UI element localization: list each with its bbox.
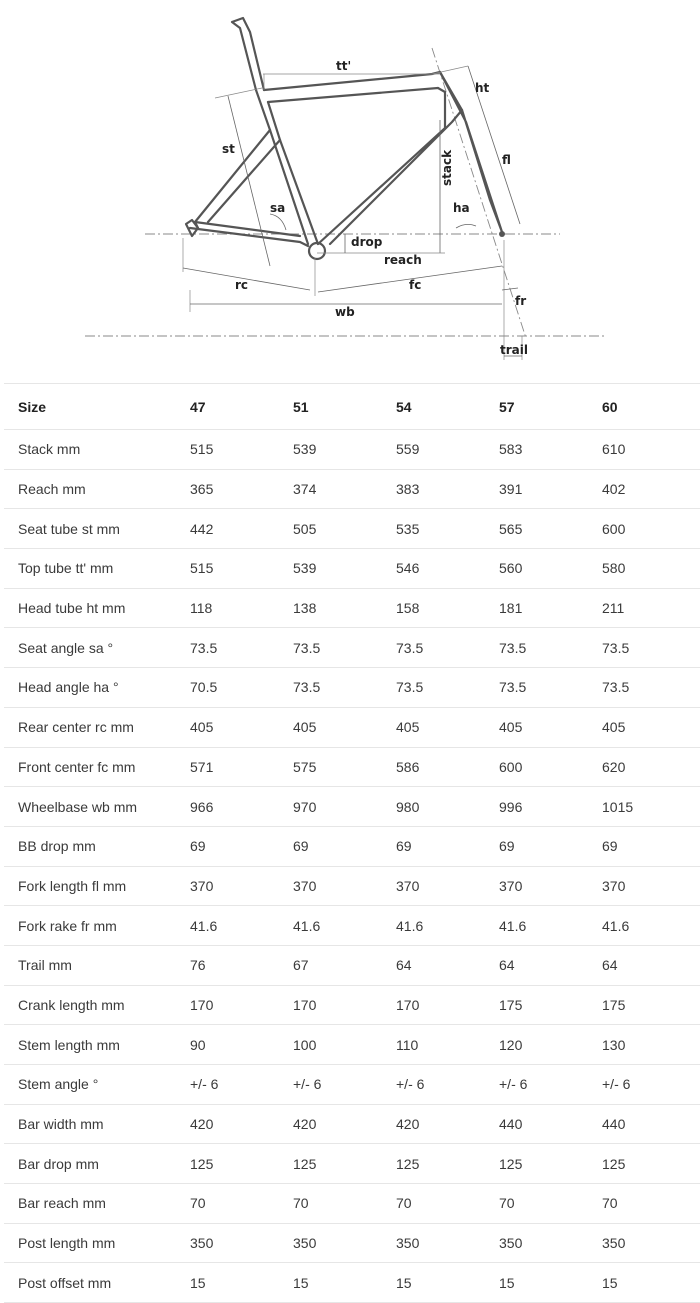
row-label: Bar reach mm	[4, 1184, 190, 1224]
table-row	[4, 628, 700, 668]
row-value: 118	[190, 588, 293, 628]
row-value: 125	[602, 1144, 700, 1184]
label-ht: ht	[475, 81, 490, 95]
row-value: 996	[499, 787, 602, 827]
row-value: 73.5	[293, 628, 396, 668]
row-value: 15	[499, 1263, 602, 1303]
table-row	[4, 509, 700, 549]
row-value: 73.5	[293, 668, 396, 708]
row-value: 966	[190, 787, 293, 827]
bike-frame	[186, 18, 505, 259]
row-value: 70	[602, 1184, 700, 1224]
row-value: 515	[190, 430, 293, 470]
row-value: 575	[293, 747, 396, 787]
seatpost	[232, 18, 264, 90]
row-label: Top tube tt' mm	[4, 549, 190, 589]
seat-tube	[256, 90, 318, 244]
row-value: 120	[499, 1025, 602, 1065]
row-value: 69	[499, 826, 602, 866]
row-value: 620	[602, 747, 700, 787]
row-value: 405	[396, 707, 499, 747]
row-value: 350	[396, 1223, 499, 1263]
row-value: 535	[396, 509, 499, 549]
row-value: 571	[190, 747, 293, 787]
row-value: 350	[602, 1223, 700, 1263]
row-value: 175	[602, 985, 700, 1025]
row-label: Seat tube st mm	[4, 509, 190, 549]
row-value: 405	[293, 707, 396, 747]
table-row	[4, 549, 700, 589]
row-value: 420	[396, 1104, 499, 1144]
row-value: 586	[396, 747, 499, 787]
seat-stay	[195, 130, 280, 228]
row-value: 181	[499, 588, 602, 628]
label-fr: fr	[515, 294, 527, 308]
row-label: Post length mm	[4, 1223, 190, 1263]
row-value: 402	[602, 469, 700, 509]
row-label: Trail mm	[4, 945, 190, 985]
row-value: 15	[293, 1263, 396, 1303]
row-value: 69	[293, 826, 396, 866]
bottom-bracket	[309, 243, 325, 259]
row-value: 365	[190, 469, 293, 509]
row-label: Stem length mm	[4, 1025, 190, 1065]
row-value: +/- 6	[293, 1065, 396, 1105]
row-value: 1015	[602, 787, 700, 827]
row-value: 41.6	[396, 906, 499, 946]
row-value: 583	[499, 430, 602, 470]
row-label: Front center fc mm	[4, 747, 190, 787]
table-row	[4, 945, 700, 985]
row-value: 64	[602, 945, 700, 985]
row-value: 67	[293, 945, 396, 985]
row-value: 41.6	[293, 906, 396, 946]
row-value: 560	[499, 549, 602, 589]
table-row	[4, 1025, 700, 1065]
row-value: 565	[499, 509, 602, 549]
row-label: Fork rake fr mm	[4, 906, 190, 946]
row-value: 610	[602, 430, 700, 470]
row-value: +/- 6	[396, 1065, 499, 1105]
row-value: 405	[602, 707, 700, 747]
table-row	[4, 707, 700, 747]
row-value: 73.5	[396, 628, 499, 668]
row-value: +/- 6	[499, 1065, 602, 1105]
row-label: Wheelbase wb mm	[4, 787, 190, 827]
row-label: Bar width mm	[4, 1104, 190, 1144]
row-value: 73.5	[499, 628, 602, 668]
row-value: 440	[602, 1104, 700, 1144]
row-value: +/- 6	[190, 1065, 293, 1105]
row-value: 90	[190, 1025, 293, 1065]
row-label: Head tube ht mm	[4, 588, 190, 628]
table-row	[4, 747, 700, 787]
row-value: 170	[190, 985, 293, 1025]
table-row	[4, 985, 700, 1025]
row-value: 370	[190, 866, 293, 906]
row-value: 138	[293, 588, 396, 628]
label-trail: trail	[500, 343, 528, 357]
table-row	[4, 1263, 700, 1303]
row-value: 370	[602, 866, 700, 906]
header-size-value: 47	[190, 384, 293, 430]
row-value: 158	[396, 588, 499, 628]
row-value: 64	[396, 945, 499, 985]
row-value: 350	[190, 1223, 293, 1263]
table-row	[4, 430, 700, 470]
row-value: 70	[190, 1184, 293, 1224]
label-drop: drop	[351, 235, 383, 249]
row-label: Fork length fl mm	[4, 866, 190, 906]
table-row	[4, 787, 700, 827]
table-row	[4, 906, 700, 946]
row-value: 69	[602, 826, 700, 866]
row-value: 41.6	[499, 906, 602, 946]
row-value: 125	[293, 1144, 396, 1184]
geometry-table	[4, 383, 700, 1303]
table-row	[4, 826, 700, 866]
row-value: 73.5	[190, 628, 293, 668]
row-label: BB drop mm	[4, 826, 190, 866]
label-stack: stack	[440, 149, 454, 186]
row-value: 370	[499, 866, 602, 906]
row-value: 76	[190, 945, 293, 985]
row-value: 73.5	[499, 668, 602, 708]
row-value: 442	[190, 509, 293, 549]
table-row	[4, 1184, 700, 1224]
row-value: 64	[499, 945, 602, 985]
row-value: 405	[190, 707, 293, 747]
row-value: 125	[499, 1144, 602, 1184]
row-value: 125	[190, 1144, 293, 1184]
row-label: Reach mm	[4, 469, 190, 509]
header-size-value: 54	[396, 384, 499, 430]
row-label: Seat angle sa °	[4, 628, 190, 668]
row-value: 370	[293, 866, 396, 906]
row-value: 391	[499, 469, 602, 509]
table-row	[4, 668, 700, 708]
row-value: 15	[396, 1263, 499, 1303]
row-value: 600	[602, 509, 700, 549]
row-value: 980	[396, 787, 499, 827]
row-label: Rear center rc mm	[4, 707, 190, 747]
row-value: 539	[293, 549, 396, 589]
row-label: Crank length mm	[4, 985, 190, 1025]
row-value: 73.5	[602, 668, 700, 708]
row-value: 100	[293, 1025, 396, 1065]
row-value: 374	[293, 469, 396, 509]
row-value: 539	[293, 430, 396, 470]
header-size-value: 57	[499, 384, 602, 430]
row-value: 70	[396, 1184, 499, 1224]
row-value: 546	[396, 549, 499, 589]
header-size-value: 51	[293, 384, 396, 430]
row-value: 170	[293, 985, 396, 1025]
table-row	[4, 1065, 700, 1105]
table-row	[4, 588, 700, 628]
row-value: 420	[293, 1104, 396, 1144]
table-row	[4, 1144, 700, 1184]
table-row	[4, 1104, 700, 1144]
row-label: Stack mm	[4, 430, 190, 470]
row-value: 383	[396, 469, 499, 509]
row-value: 370	[396, 866, 499, 906]
row-value: 41.6	[190, 906, 293, 946]
row-value: 70.5	[190, 668, 293, 708]
label-st: st	[222, 142, 235, 156]
row-label: Bar drop mm	[4, 1144, 190, 1184]
row-value: 15	[602, 1263, 700, 1303]
row-value: +/- 6	[602, 1065, 700, 1105]
label-sa: sa	[270, 201, 286, 215]
label-wb: wb	[335, 305, 355, 319]
row-value: 125	[396, 1144, 499, 1184]
row-value: 600	[499, 747, 602, 787]
row-value: 505	[293, 509, 396, 549]
label-rc: rc	[235, 278, 249, 292]
row-value: 175	[499, 985, 602, 1025]
frame-geometry-diagram	[0, 0, 700, 380]
row-value: 350	[499, 1223, 602, 1263]
row-label: Head angle ha °	[4, 668, 190, 708]
row-label: Stem angle °	[4, 1065, 190, 1105]
row-value: 69	[190, 826, 293, 866]
top-tube	[264, 72, 440, 102]
row-value: 580	[602, 549, 700, 589]
row-value: 405	[499, 707, 602, 747]
label-fl: fl	[502, 153, 511, 167]
row-value: 515	[190, 549, 293, 589]
front-axle	[499, 231, 505, 237]
row-value: 211	[602, 588, 700, 628]
table-row	[4, 469, 700, 509]
row-value: 41.6	[602, 906, 700, 946]
row-value: 350	[293, 1223, 396, 1263]
row-value: 70	[293, 1184, 396, 1224]
row-label: Post offset mm	[4, 1263, 190, 1303]
table-header-row	[4, 384, 700, 430]
header-size: Size	[4, 384, 190, 430]
label-ha: ha	[453, 201, 470, 215]
row-value: 70	[499, 1184, 602, 1224]
label-fc: fc	[409, 278, 422, 292]
row-value: 69	[396, 826, 499, 866]
row-value: 440	[499, 1104, 602, 1144]
table-row	[4, 866, 700, 906]
table-row	[4, 1223, 700, 1263]
row-value: 420	[190, 1104, 293, 1144]
row-value: 73.5	[396, 668, 499, 708]
header-size-value: 60	[602, 384, 700, 430]
row-value: 970	[293, 787, 396, 827]
row-value: 559	[396, 430, 499, 470]
row-value: 170	[396, 985, 499, 1025]
row-value: 15	[190, 1263, 293, 1303]
row-value: 110	[396, 1025, 499, 1065]
label-reach: reach	[384, 253, 422, 267]
label-tt: tt'	[336, 59, 352, 73]
row-value: 73.5	[602, 628, 700, 668]
row-value: 130	[602, 1025, 700, 1065]
